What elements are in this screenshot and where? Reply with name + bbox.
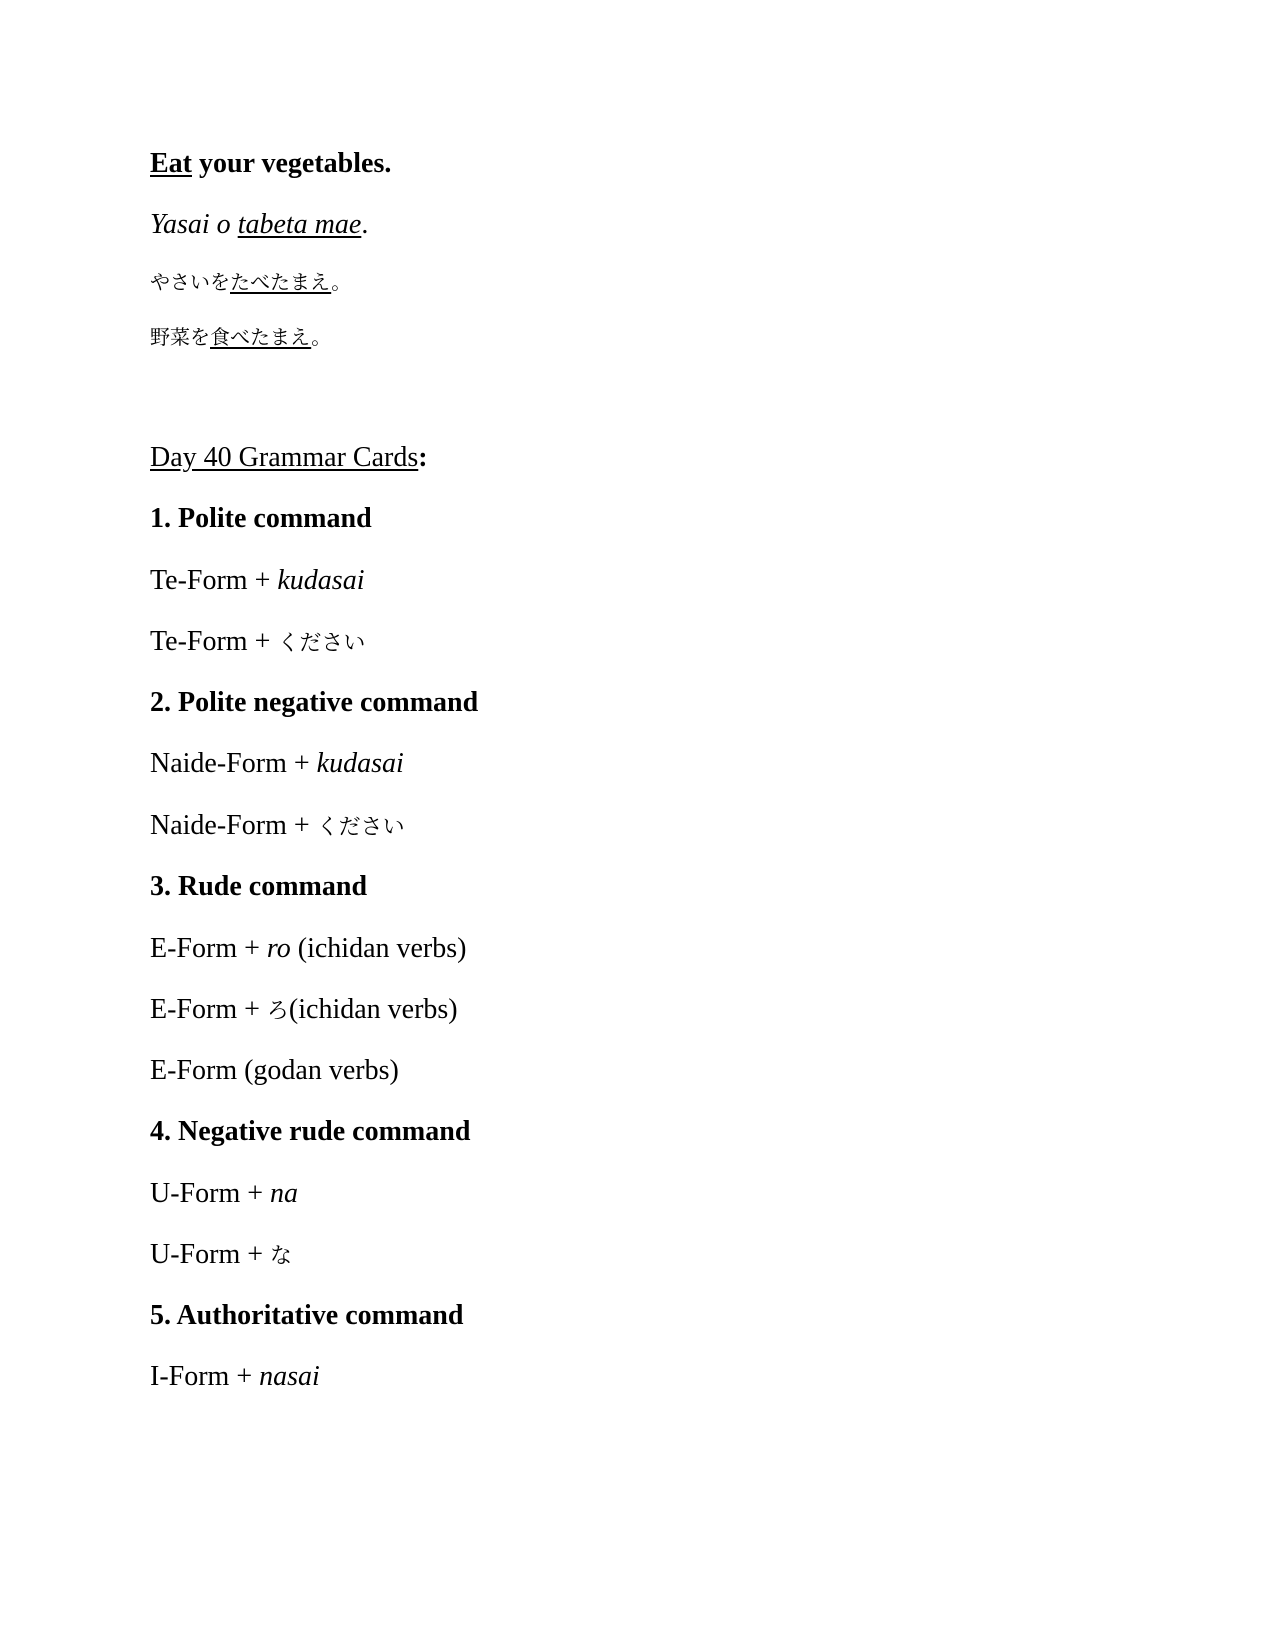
rule-suffix: ください [316, 815, 405, 840]
example-hiragana-end: 。 [331, 270, 352, 294]
rule-form: U-Form + [150, 1239, 271, 1270]
rule-line [150, 1054, 399, 1088]
rule-suffix: ro [266, 933, 291, 964]
rule-suffix: kudasai [316, 748, 404, 779]
rule-suffix: na [270, 1178, 299, 1209]
rule-suffix: kudasai [277, 565, 365, 596]
rule-suffix: ください [277, 631, 366, 656]
rule-form: I-Form + [150, 1361, 260, 1392]
example-kanji [150, 323, 331, 351]
rule-line [150, 625, 365, 661]
rule-form: Naide-Form + [150, 748, 317, 779]
example-romaji [150, 208, 368, 242]
grammar-heading-text: Day 40 Grammar Cards [150, 442, 419, 473]
section-title: 2. Polite negative command [150, 687, 479, 718]
rule-suffix: な [270, 1244, 293, 1269]
rule-form: Te-Form + [150, 626, 278, 657]
section-title: 5. Authoritative command [150, 1300, 464, 1331]
section-title: 3. Rude command [150, 871, 368, 902]
rule-note: (ichidan verbs) [290, 933, 467, 964]
rule-line [150, 932, 466, 966]
rule-suffix: ろ [266, 999, 289, 1024]
rule-note: (ichidan verbs) [288, 994, 458, 1025]
example-romaji-end: . [361, 209, 369, 240]
section-title: 1. Polite command [150, 503, 372, 534]
example-kanji-start: 野菜を [150, 325, 210, 349]
example-kanji-end: 。 [311, 325, 332, 349]
rule-line [150, 993, 458, 1029]
grammar-heading [150, 441, 428, 475]
rule-line [150, 809, 405, 845]
example-romaji-verb: tabeta mae [237, 209, 362, 240]
grammar-heading-colon: : [418, 442, 428, 473]
rule-form: U-Form + [150, 1178, 271, 1209]
section-title: 4. Negative rude command [150, 1116, 471, 1147]
example-english [150, 147, 391, 181]
rule-form: E-Form + [150, 933, 267, 964]
rule-line [150, 1360, 320, 1394]
rule-suffix: nasai [259, 1361, 320, 1392]
rule-form: E-Form (godan verbs) [150, 1055, 399, 1086]
example-english-verb: Eat [150, 148, 192, 179]
example-hiragana [150, 268, 351, 296]
rule-line [150, 747, 404, 781]
rule-line [150, 1238, 292, 1274]
example-kanji-verb: 食べたまえ [210, 325, 312, 349]
rule-line [150, 1177, 298, 1211]
rule-form: Te-Form + [150, 565, 278, 596]
rule-line [150, 564, 364, 598]
rule-form: Naide-Form + [150, 810, 317, 841]
example-hiragana-start: やさいを [150, 270, 230, 294]
example-hiragana-verb: たべたまえ [230, 270, 332, 294]
example-romaji-start: Yasai o [150, 209, 238, 240]
example-english-rest: your vegetables. [192, 148, 392, 179]
rule-form: E-Form + [150, 994, 267, 1025]
